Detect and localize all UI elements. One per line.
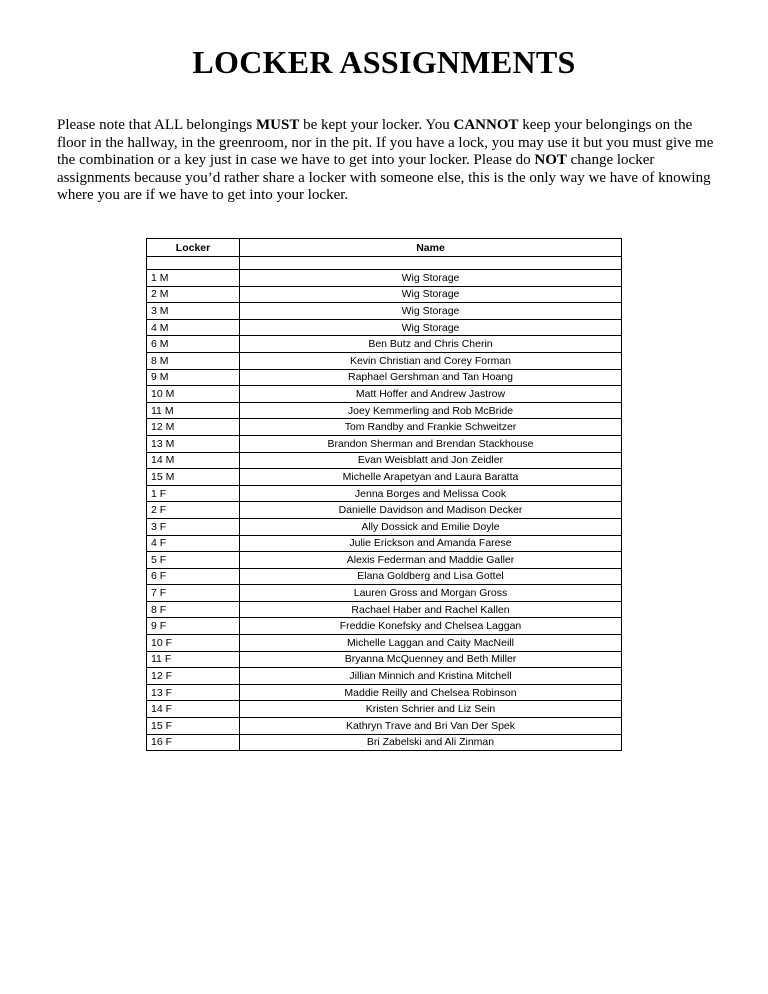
locker-cell: 2 M: [147, 286, 240, 303]
instructions-paragraph: [57, 117, 717, 205]
spacer-cell: [240, 257, 622, 270]
locker-cell: 3 M: [147, 303, 240, 320]
name-cell: Michelle Arapetyan and Laura Baratta: [240, 469, 622, 486]
table-row: [147, 535, 622, 552]
name-cell: Bryanna McQuenney and Beth Miller: [240, 651, 622, 668]
table-row: [147, 684, 622, 701]
name-cell: Kevin Christian and Corey Forman: [240, 352, 622, 369]
table-body: [147, 257, 622, 751]
table-row: [147, 502, 622, 519]
name-cell: Bri Zabelski and Ali Zinman: [240, 734, 622, 751]
locker-cell: 1 M: [147, 270, 240, 287]
table-row: [147, 369, 622, 386]
name-cell: Freddie Konefsky and Chelsea Laggan: [240, 618, 622, 635]
name-column-header: Name: [240, 239, 622, 257]
locker-cell: 1 F: [147, 485, 240, 502]
table-row: [147, 518, 622, 535]
table-row: [147, 718, 622, 735]
name-cell: Joey Kemmerling and Rob McBride: [240, 402, 622, 419]
table-row: [147, 352, 622, 369]
name-cell: Wig Storage: [240, 303, 622, 320]
note-text-4: change locker assignments because you’d rather share a locker with someone else, this is the only way we have of knowing where you are if we have to get into your locker.: [57, 152, 711, 203]
name-cell: Wig Storage: [240, 286, 622, 303]
locker-cell: 12 F: [147, 668, 240, 685]
table-row: [147, 701, 622, 718]
table-row: [147, 734, 622, 751]
locker-cell: 6 F: [147, 568, 240, 585]
table-spacer-row: [147, 257, 622, 270]
name-cell: Alexis Federman and Maddie Galler: [240, 552, 622, 569]
locker-cell: 16 F: [147, 734, 240, 751]
table-row: [147, 618, 622, 635]
name-cell: Lauren Gross and Morgan Gross: [240, 585, 622, 602]
locker-cell: 14 M: [147, 452, 240, 469]
note-emphasis-cannot: CANNOT: [453, 117, 519, 133]
locker-cell: 5 F: [147, 552, 240, 569]
table-row: [147, 635, 622, 652]
name-cell: Wig Storage: [240, 270, 622, 287]
locker-cell: 8 M: [147, 352, 240, 369]
table-row: [147, 552, 622, 569]
name-cell: Ally Dossick and Emilie Doyle: [240, 518, 622, 535]
name-cell: Matt Hoffer and Andrew Jastrow: [240, 386, 622, 403]
note-text-1: Please note that ALL belongings: [57, 117, 256, 133]
name-cell: Michelle Laggan and Caity MacNeill: [240, 635, 622, 652]
locker-cell: 3 F: [147, 518, 240, 535]
table-row: [147, 485, 622, 502]
name-cell: Maddie Reilly and Chelsea Robinson: [240, 684, 622, 701]
name-cell: Evan Weisblatt and Jon Zeidler: [240, 452, 622, 469]
locker-cell: 4 M: [147, 319, 240, 336]
table-row: [147, 601, 622, 618]
locker-cell: 9 M: [147, 369, 240, 386]
locker-column-header: Locker: [147, 239, 240, 257]
locker-cell: 15 F: [147, 718, 240, 735]
note-text-2: be kept your locker. You: [299, 117, 454, 133]
name-cell: Tom Randby and Frankie Schweitzer: [240, 419, 622, 436]
locker-cell: 14 F: [147, 701, 240, 718]
locker-cell: 11 F: [147, 651, 240, 668]
table-row: [147, 386, 622, 403]
table-row: [147, 651, 622, 668]
locker-cell: 6 M: [147, 336, 240, 353]
locker-assignments-table: [146, 238, 622, 751]
page-title: LOCKER ASSIGNMENTS: [192, 44, 576, 80]
name-cell: Brandon Sherman and Brendan Stackhouse: [240, 435, 622, 452]
table-row: [147, 568, 622, 585]
name-cell: Kathryn Trave and Bri Van Der Spek: [240, 718, 622, 735]
table-row: [147, 435, 622, 452]
note-emphasis-must: MUST: [256, 117, 300, 133]
locker-cell: 10 M: [147, 386, 240, 403]
name-cell: Jenna Borges and Melissa Cook: [240, 485, 622, 502]
table-header-row: [147, 239, 622, 257]
locker-cell: 13 F: [147, 684, 240, 701]
name-cell: Jillian Minnich and Kristina Mitchell: [240, 668, 622, 685]
table-row: [147, 419, 622, 436]
table-row: [147, 270, 622, 287]
name-cell: Rachael Haber and Rachel Kallen: [240, 601, 622, 618]
locker-cell: 13 M: [147, 435, 240, 452]
name-cell: Elana Goldberg and Lisa Gottel: [240, 568, 622, 585]
note-emphasis-not: NOT: [534, 152, 567, 168]
table-row: [147, 336, 622, 353]
locker-cell: 11 M: [147, 402, 240, 419]
name-cell: Kristen Schrier and Liz Sein: [240, 701, 622, 718]
table-row: [147, 286, 622, 303]
locker-cell: 4 F: [147, 535, 240, 552]
table-row: [147, 319, 622, 336]
locker-cell: 15 M: [147, 469, 240, 486]
name-cell: Ben Butz and Chris Cherin: [240, 336, 622, 353]
name-cell: Wig Storage: [240, 319, 622, 336]
table-row: [147, 303, 622, 320]
note-text-3: keep your belongings on the floor in the hallway, in the greenroom, nor in the pit. If you have a lock, you may use it but you must give me the combination or a key just in case we have to get into your locker. Please do: [57, 117, 714, 168]
locker-cell: 12 M: [147, 419, 240, 436]
table-row: [147, 469, 622, 486]
locker-cell: 2 F: [147, 502, 240, 519]
locker-cell: 8 F: [147, 601, 240, 618]
spacer-cell: [147, 257, 240, 270]
locker-cell: 9 F: [147, 618, 240, 635]
locker-cell: 10 F: [147, 635, 240, 652]
table-row: [147, 668, 622, 685]
name-cell: Danielle Davidson and Madison Decker: [240, 502, 622, 519]
name-cell: Julie Erickson and Amanda Farese: [240, 535, 622, 552]
table-row: [147, 585, 622, 602]
table-row: [147, 452, 622, 469]
table-row: [147, 402, 622, 419]
locker-cell: 7 F: [147, 585, 240, 602]
name-cell: Raphael Gershman and Tan Hoang: [240, 369, 622, 386]
